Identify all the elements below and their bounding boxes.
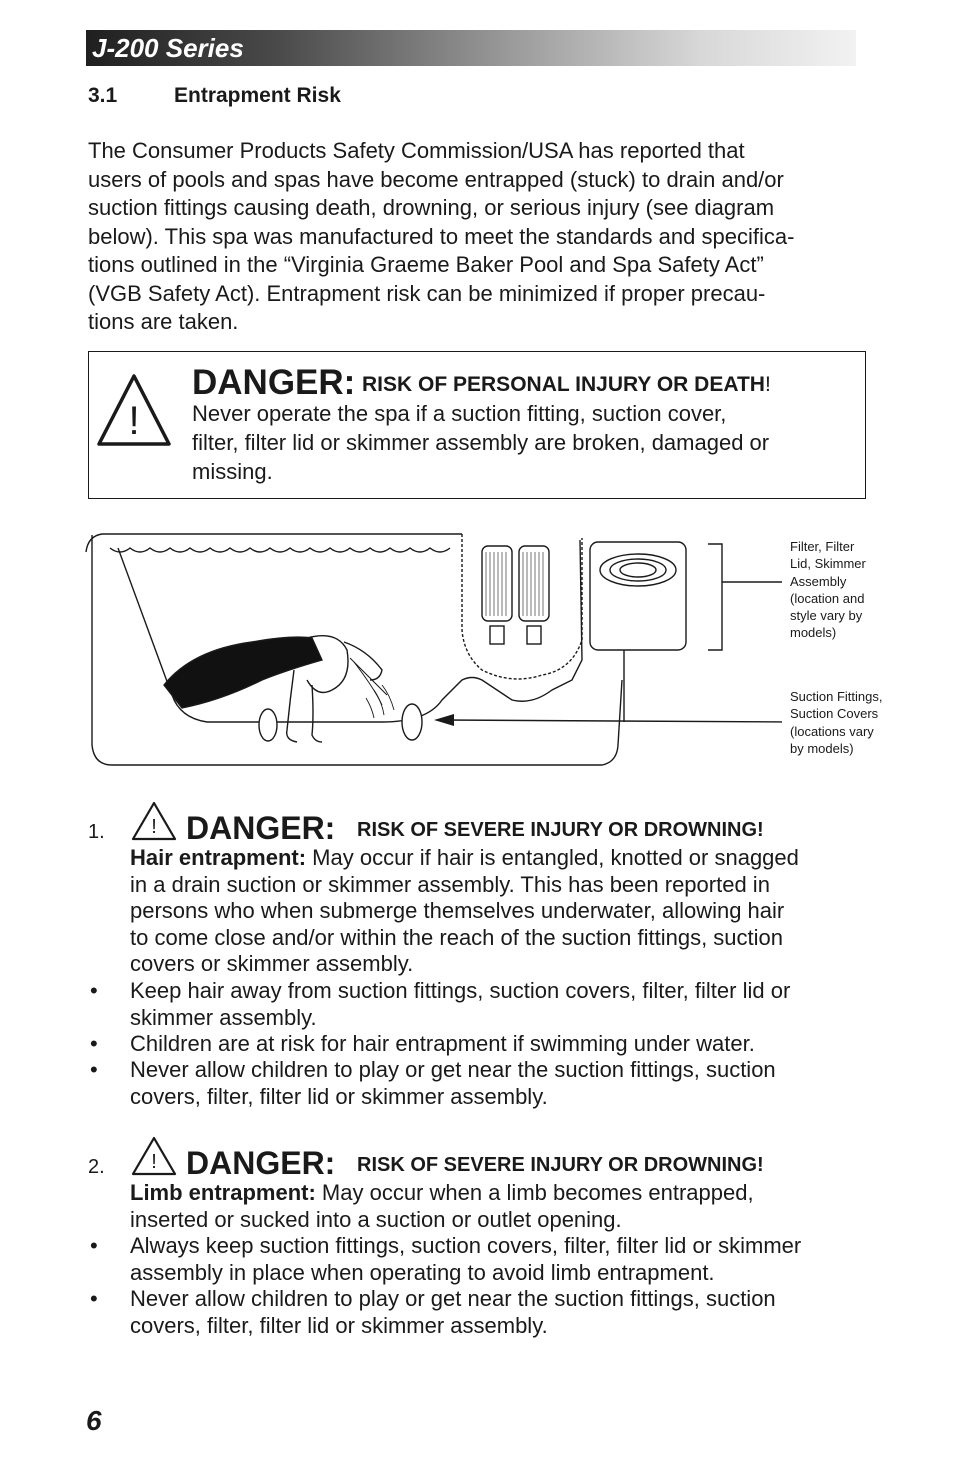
skimmer-assembly bbox=[590, 542, 686, 722]
header-title: J-200 Series bbox=[92, 33, 244, 63]
page-number: 6 bbox=[86, 1405, 102, 1436]
lead-label: Hair entrapment: bbox=[130, 845, 307, 870]
callout-line: Suction Covers bbox=[790, 706, 879, 722]
bullet-text bbox=[130, 978, 870, 1031]
danger-subtitle: RISK OF SEVERE INJURY OR DROWNING! bbox=[357, 1154, 764, 1176]
intro-line: tions outlined in the “Virginia Graeme Baker Pool and Spa Safety Act” bbox=[88, 252, 764, 277]
entrapment-diagram bbox=[82, 530, 782, 775]
intro-paragraph bbox=[88, 137, 878, 337]
intro-line: below). This spa was manufactured to meet the standards and specifica- bbox=[88, 223, 795, 249]
callout-line: Assembly bbox=[790, 573, 847, 589]
callout-line: Lid, Skimmer bbox=[790, 556, 866, 572]
danger-subtitle-text: RISK OF PERSONAL INJURY OR DEATH bbox=[362, 373, 765, 396]
callout-line: by models) bbox=[790, 740, 854, 756]
intro-line: The Consumer Products Safety Commission/USA has reported that bbox=[88, 138, 745, 163]
callout-line: Suction Fittings, bbox=[790, 689, 883, 704]
danger-subtitle bbox=[362, 373, 771, 397]
warning-mark: ! bbox=[151, 816, 157, 838]
warning-mark: ! bbox=[151, 1151, 157, 1173]
bullet: • bbox=[90, 978, 98, 1003]
paragraph-line: in a drain suction or skimmer assembly. This has been reported in bbox=[130, 871, 770, 897]
intro-line: suction fittings causing death, drowning, or serious injury (see diagram bbox=[88, 195, 775, 220]
warning-triangle-icon bbox=[130, 1135, 178, 1177]
intro-line: (VGB Safety Act). Entrapment risk can be minimized if proper precau- bbox=[88, 280, 766, 306]
line-text: May occur when a limb becomes entrapped, bbox=[315, 1180, 754, 1205]
paragraph-line: to come close and/or within the reach of the suction fittings, suction bbox=[130, 924, 784, 950]
paragraph-line: persons who when submerge themselves underwater, allowing hair bbox=[130, 898, 785, 923]
bullet-line: covers, filter, filter lid or skimmer assembly. bbox=[130, 1312, 548, 1338]
danger-line: Never operate the spa if a suction fitting, suction cover, bbox=[192, 401, 727, 426]
danger-heading: DANGER: bbox=[192, 363, 356, 402]
item-paragraph bbox=[130, 845, 870, 978]
warning-triangle-icon bbox=[130, 800, 178, 842]
bullet: • bbox=[90, 1031, 98, 1056]
bullet-line: covers, filter, filter lid or skimmer assembly. bbox=[130, 1083, 548, 1109]
bullet-text bbox=[130, 1286, 870, 1339]
bullet-text bbox=[130, 1031, 870, 1058]
callout-suction bbox=[790, 688, 883, 757]
paragraph-line bbox=[130, 845, 870, 872]
bullet-line: skimmer assembly. bbox=[130, 1004, 317, 1030]
danger-subtitle: RISK OF SEVERE INJURY OR DROWNING! bbox=[357, 819, 764, 841]
danger-heading: DANGER: bbox=[186, 1145, 336, 1181]
warning-triangle-icon bbox=[96, 372, 172, 448]
danger-subtitle-end: ! bbox=[764, 373, 771, 396]
callout-bracket bbox=[708, 544, 782, 650]
line-text: May occur if hair is entangled, knotted or snagged bbox=[306, 845, 799, 870]
lead-label: Limb entrapment: bbox=[130, 1180, 316, 1205]
danger-heading: DANGER: bbox=[186, 810, 336, 846]
bullet-text bbox=[130, 1233, 870, 1286]
paragraph-line: covers or skimmer assembly. bbox=[130, 951, 414, 976]
warning-mark: ! bbox=[128, 399, 140, 443]
callout-filter bbox=[790, 538, 866, 642]
filter-cartridges bbox=[482, 546, 549, 644]
spa-rim bbox=[86, 534, 462, 552]
item-paragraph bbox=[130, 1180, 870, 1233]
item-number: 1. bbox=[88, 821, 105, 843]
bullet: • bbox=[90, 1286, 98, 1311]
water-surface bbox=[110, 548, 450, 552]
callout-line: models) bbox=[790, 625, 837, 641]
danger-line: missing. bbox=[192, 459, 273, 484]
bullet-line: Never allow children to play or get near the suction fittings, suction bbox=[130, 1286, 776, 1311]
bullet-line: Never allow children to play or get near the suction fittings, suction bbox=[130, 1057, 776, 1082]
section-number: 3.1 bbox=[88, 84, 118, 107]
bullet-line: Children are at risk for hair entrapment if swimming under water. bbox=[130, 1031, 755, 1056]
callout-line: style vary by bbox=[790, 608, 863, 624]
bullet-line: Always keep suction fittings, suction covers, filter, filter lid or skimmer bbox=[130, 1233, 802, 1258]
danger-body bbox=[192, 399, 852, 486]
bullet-text bbox=[130, 1057, 870, 1110]
bullet-line: Keep hair away from suction fittings, suction covers, filter, filter lid or bbox=[130, 978, 791, 1003]
bullet: • bbox=[90, 1057, 98, 1082]
bullet-line: assembly in place when operating to avoid limb entrapment. bbox=[130, 1259, 715, 1285]
danger-line: filter, filter lid or skimmer assembly are broken, damaged or bbox=[192, 430, 770, 455]
suction-fittings bbox=[259, 685, 422, 741]
callout-line: Filter, Filter bbox=[790, 539, 855, 554]
intro-line: users of pools and spas have become entrapped (stuck) to drain and/or bbox=[88, 166, 784, 192]
callout-arrow bbox=[442, 720, 782, 722]
intro-line: tions are taken. bbox=[88, 309, 239, 334]
section-title: Entrapment Risk bbox=[174, 84, 341, 107]
callout-line: (location and bbox=[790, 590, 865, 606]
bullet: • bbox=[90, 1233, 98, 1258]
paragraph-line: inserted or sucked into a suction or outlet opening. bbox=[130, 1206, 622, 1232]
paragraph-line bbox=[130, 1180, 870, 1207]
callout-line: (locations vary bbox=[790, 723, 874, 739]
item-number: 2. bbox=[88, 1156, 105, 1178]
